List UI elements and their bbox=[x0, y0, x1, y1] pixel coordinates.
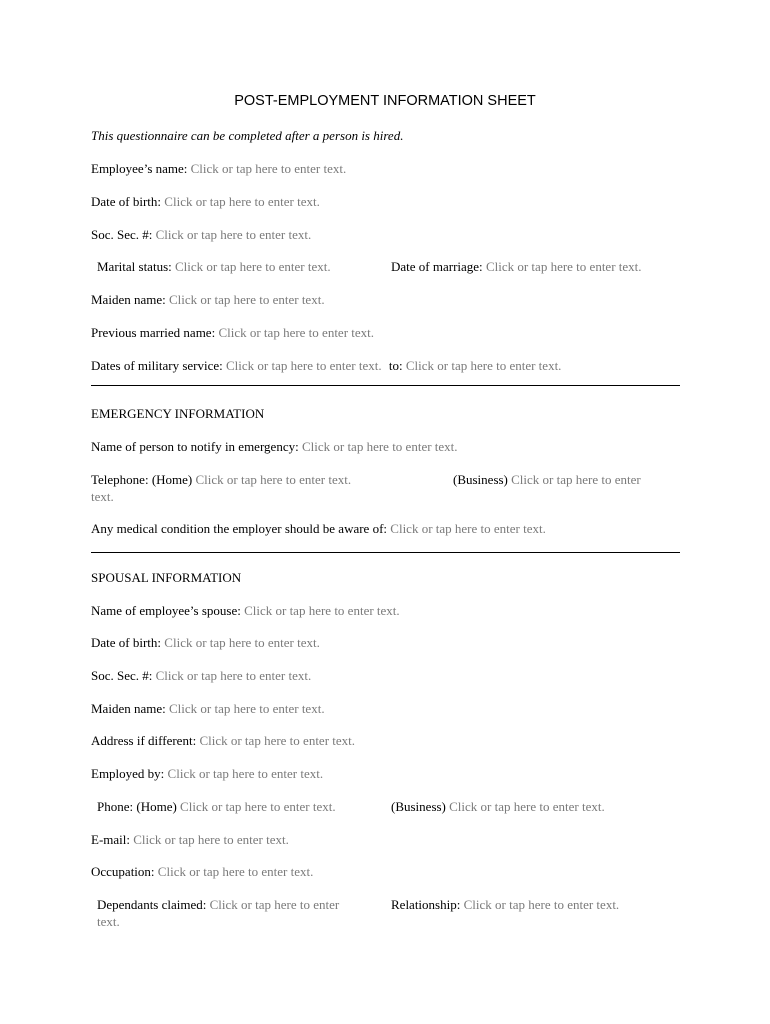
relationship-field[interactable]: Click or tap here to enter text. bbox=[463, 897, 620, 912]
spouse-dob-row bbox=[91, 634, 320, 651]
spouse-ssn-row bbox=[91, 667, 311, 684]
previous-married-name-row bbox=[91, 324, 374, 341]
spouse-occupation-label: Occupation: bbox=[91, 864, 155, 879]
spouse-name-field[interactable]: Click or tap here to enter text. bbox=[244, 603, 400, 618]
emergency-contact-field[interactable]: Click or tap here to enter text. bbox=[301, 439, 458, 454]
marital-status-row bbox=[97, 258, 331, 275]
emergency-heading: EMERGENCY INFORMATION bbox=[91, 406, 265, 421]
dependants-field[interactable]: Click or tap here to enter bbox=[209, 897, 340, 912]
military-service-row bbox=[91, 357, 561, 374]
emergency-contact-row bbox=[91, 438, 458, 455]
telephone-business-row bbox=[453, 471, 641, 488]
section-divider bbox=[91, 385, 680, 386]
spouse-phone-business-row bbox=[391, 798, 605, 815]
medical-condition-row bbox=[91, 520, 546, 537]
military-service-label: Dates of military service: bbox=[91, 358, 223, 373]
employee-ssn-field[interactable]: Click or tap here to enter text. bbox=[155, 227, 312, 242]
marriage-date-row bbox=[391, 258, 642, 275]
spouse-occupation-row bbox=[91, 863, 313, 880]
military-from-field[interactable]: Click or tap here to enter text. bbox=[226, 358, 382, 373]
emergency-contact-label: Name of person to notify in emergency: bbox=[91, 439, 299, 454]
spouse-dob-label: Date of birth: bbox=[91, 635, 162, 650]
spouse-ssn-field[interactable]: Click or tap here to enter text. bbox=[155, 668, 312, 683]
employee-name-field[interactable]: Click or tap here to enter text. bbox=[190, 161, 347, 176]
dependants-label: Dependants claimed: bbox=[97, 897, 207, 912]
medical-condition-label: Any medical condition the employer should be aware of: bbox=[91, 521, 388, 536]
maiden-name-field[interactable]: Click or tap here to enter text. bbox=[168, 292, 325, 307]
spouse-name-row bbox=[91, 602, 400, 619]
maiden-name-row bbox=[91, 291, 325, 308]
relationship-label: Relationship: bbox=[391, 897, 461, 912]
marriage-date-label: Date of marriage: bbox=[391, 259, 483, 274]
spouse-address-row bbox=[91, 732, 355, 749]
marriage-date-field[interactable]: Click or tap here to enter text. bbox=[485, 259, 642, 274]
spouse-email-label: E-mail: bbox=[91, 832, 130, 847]
employee-dob-row bbox=[91, 193, 320, 210]
spouse-employer-row bbox=[91, 765, 323, 782]
spousal-heading: SPOUSAL INFORMATION bbox=[91, 570, 242, 585]
telephone-business-field[interactable]: Click or tap here to enter bbox=[511, 472, 641, 487]
spouse-address-label: Address if different: bbox=[91, 733, 197, 748]
dependants-row bbox=[97, 896, 339, 913]
maiden-name-label: Maiden name: bbox=[91, 292, 166, 307]
spouse-phone-home-field[interactable]: Click or tap here to enter text. bbox=[180, 799, 336, 814]
previous-married-name-label: Previous married name: bbox=[91, 325, 216, 340]
employee-dob-field[interactable]: Click or tap here to enter text. bbox=[164, 194, 320, 209]
telephone-home-label: Telephone: (Home) bbox=[91, 472, 193, 487]
military-to-field[interactable]: Click or tap here to enter text. bbox=[405, 358, 562, 373]
employee-dob-label: Date of birth: bbox=[91, 194, 162, 209]
spouse-maiden-field[interactable]: Click or tap here to enter text. bbox=[168, 701, 325, 716]
spouse-email-field[interactable]: Click or tap here to enter text. bbox=[133, 832, 289, 847]
spouse-phone-business-label: (Business) bbox=[391, 799, 446, 814]
previous-married-name-field[interactable]: Click or tap here to enter text. bbox=[218, 325, 375, 340]
intro-text: This questionnaire can be completed after a person is hired. bbox=[91, 128, 404, 143]
telephone-business-label: (Business) bbox=[453, 472, 508, 487]
spouse-ssn-label: Soc. Sec. #: bbox=[91, 668, 153, 683]
telephone-home-field[interactable]: Click or tap here to enter text. bbox=[195, 472, 352, 487]
spouse-address-field[interactable]: Click or tap here to enter text. bbox=[199, 733, 356, 748]
spouse-phone-home-label: Phone: (Home) bbox=[97, 799, 177, 814]
employee-ssn-row bbox=[91, 226, 311, 243]
section-divider bbox=[91, 552, 680, 553]
employee-name-label: Employee’s name: bbox=[91, 161, 188, 176]
spouse-maiden-row bbox=[91, 700, 325, 717]
spouse-occupation-field[interactable]: Click or tap here to enter text. bbox=[157, 864, 314, 879]
page-title: POST-EMPLOYMENT INFORMATION SHEET bbox=[234, 93, 536, 109]
telephone-business-field-continued[interactable]: text. bbox=[91, 489, 114, 504]
telephone-home-row bbox=[91, 471, 351, 488]
spouse-email-row bbox=[91, 831, 289, 848]
dependants-field-continued[interactable]: text. bbox=[97, 914, 120, 929]
spouse-employer-field[interactable]: Click or tap here to enter text. bbox=[167, 766, 324, 781]
spouse-dob-field[interactable]: Click or tap here to enter text. bbox=[164, 635, 320, 650]
spouse-maiden-label: Maiden name: bbox=[91, 701, 166, 716]
spouse-name-label: Name of employee’s spouse: bbox=[91, 603, 241, 618]
relationship-row bbox=[391, 896, 619, 913]
military-to-label: to: bbox=[388, 358, 403, 373]
employee-name-row bbox=[91, 160, 346, 177]
spouse-employer-label: Employed by: bbox=[91, 766, 165, 781]
spouse-phone-business-field[interactable]: Click or tap here to enter text. bbox=[449, 799, 605, 814]
spouse-phone-home-row bbox=[97, 798, 336, 815]
medical-condition-field[interactable]: Click or tap here to enter text. bbox=[390, 521, 546, 536]
marital-status-field[interactable]: Click or tap here to enter text. bbox=[175, 259, 331, 274]
employee-ssn-label: Soc. Sec. #: bbox=[91, 227, 153, 242]
marital-status-label: Marital status: bbox=[97, 259, 172, 274]
